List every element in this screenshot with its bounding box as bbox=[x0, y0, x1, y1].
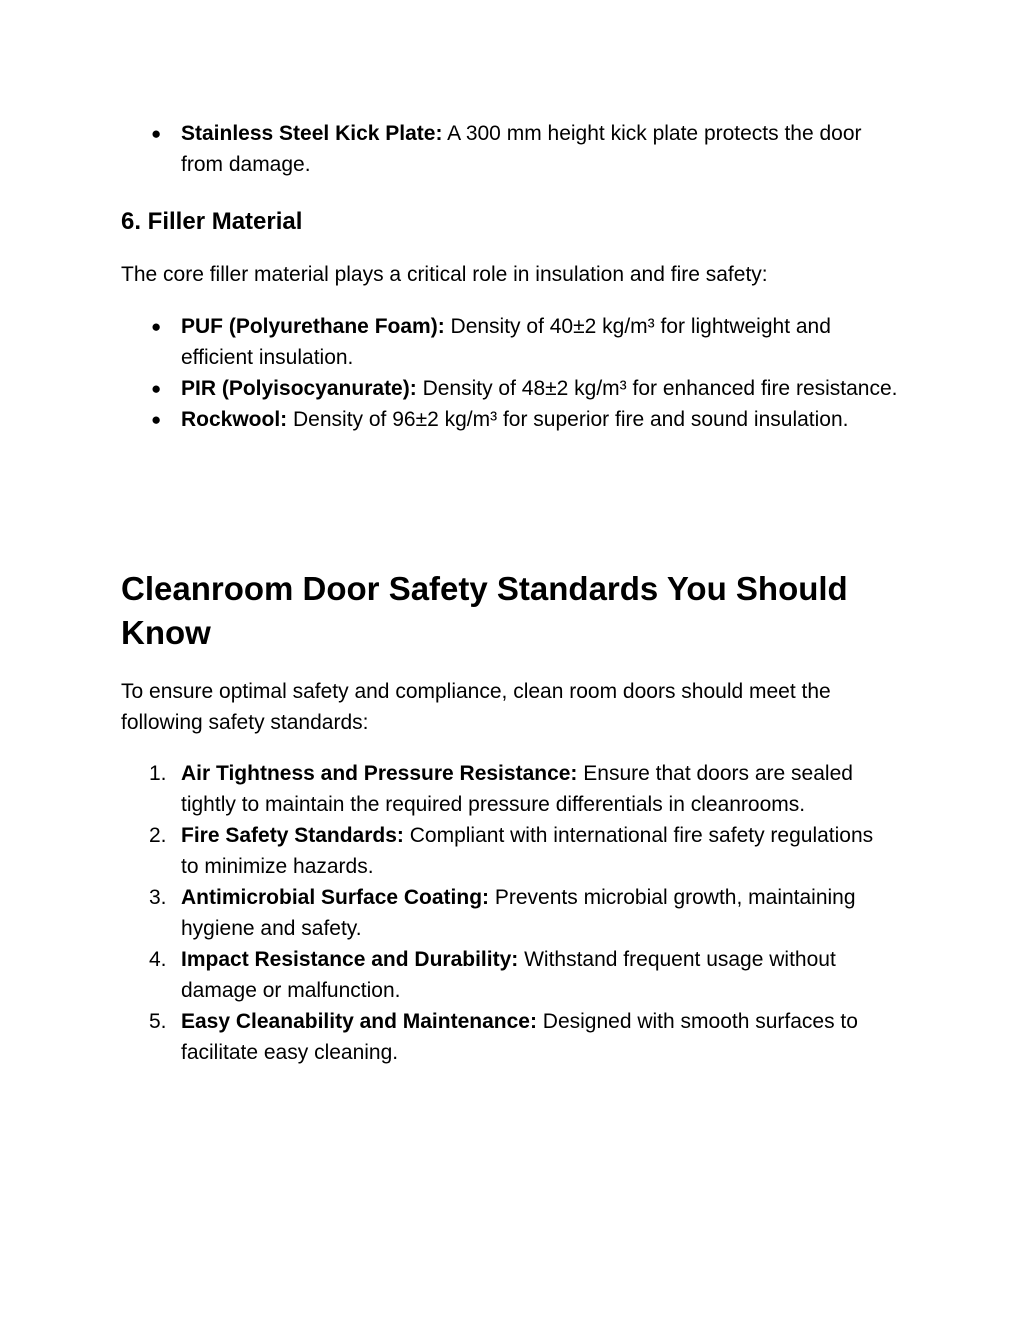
list-item-lead: Fire Safety Standards: bbox=[181, 824, 404, 847]
list-item-text: Prevents microbial growth, maintaining hygiene and safety. bbox=[181, 886, 856, 940]
list-item bbox=[121, 404, 901, 435]
list-number: 5. bbox=[149, 1010, 167, 1033]
list-number: 2. bbox=[149, 824, 167, 847]
list-item bbox=[121, 758, 881, 820]
list-number: 3. bbox=[149, 886, 167, 909]
list-number: 4. bbox=[149, 948, 167, 971]
list-item-lead: Stainless Steel Kick Plate: bbox=[181, 122, 443, 145]
list-item-lead: PUF (Polyurethane Foam): bbox=[181, 315, 445, 338]
filler-list bbox=[121, 311, 901, 435]
list-item-text: Density of 96±2 kg/m³ for superior fire and sound insulation. bbox=[287, 408, 849, 431]
filler-intro: The core filler material plays a critical role in insulation and fire safety: bbox=[121, 263, 768, 286]
section-heading-filler: 6. Filler Material bbox=[121, 208, 303, 235]
bullet-icon: ● bbox=[151, 124, 162, 143]
list-item-text: A 300 mm height kick plate protects the door from damage. bbox=[181, 122, 862, 176]
bullet-icon: ● bbox=[151, 410, 162, 429]
kick-plate-list bbox=[121, 118, 901, 180]
list-item-text: Ensure that doors are sealed tightly to maintain the required pressure differentials in cleanrooms. bbox=[181, 762, 853, 816]
section-heading-safety: Cleanroom Door Safety Standards You Should Know bbox=[121, 570, 848, 651]
list-item-text: Designed with smooth surfaces to facilitate easy cleaning. bbox=[181, 1010, 858, 1064]
list-item-text: Density of 40±2 kg/m³ for lightweight and efficient insulation. bbox=[181, 315, 831, 369]
list-item bbox=[121, 882, 881, 944]
list-item-lead: Air Tightness and Pressure Resistance: bbox=[181, 762, 578, 785]
list-item bbox=[121, 311, 901, 373]
list-item bbox=[121, 118, 901, 180]
list-item-lead: Impact Resistance and Durability: bbox=[181, 948, 519, 971]
list-item-text: Density of 48±2 kg/m³ for enhanced fire resistance. bbox=[416, 377, 898, 400]
list-item-lead: Easy Cleanability and Maintenance: bbox=[181, 1010, 537, 1033]
list-item-lead: Rockwool: bbox=[181, 408, 288, 431]
list-item bbox=[121, 820, 881, 882]
bullet-icon: ● bbox=[151, 317, 162, 336]
list-item bbox=[121, 944, 881, 1006]
list-number: 1. bbox=[149, 762, 167, 785]
list-item-lead: Antimicrobial Surface Coating: bbox=[181, 886, 490, 909]
safety-intro: To ensure optimal safety and compliance, clean room doors should meet the following safety standards: bbox=[121, 680, 831, 734]
list-item-text: Compliant with international fire safety regulations to minimize hazards. bbox=[181, 824, 874, 878]
safety-standards-list bbox=[121, 758, 881, 1068]
list-item bbox=[121, 1006, 881, 1068]
bullet-icon: ● bbox=[151, 379, 162, 398]
list-item-lead: PIR (Polyisocyanurate): bbox=[181, 377, 417, 400]
list-item bbox=[121, 373, 901, 404]
list-item-text: Withstand frequent usage without damage or malfunction. bbox=[181, 948, 836, 1002]
